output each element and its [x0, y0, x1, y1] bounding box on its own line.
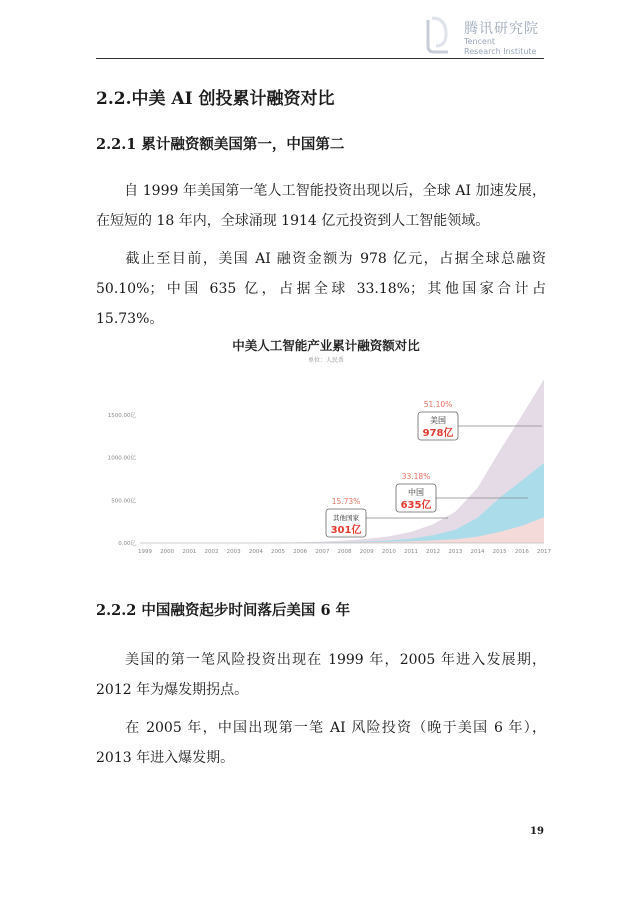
x-tick-label: 2005	[271, 549, 285, 555]
annotation-percent: 51.10%	[423, 400, 453, 409]
page-number: 19	[530, 826, 544, 837]
x-tick-label: 2010	[381, 549, 396, 555]
x-tick-label: 2011	[404, 549, 418, 555]
logo-english-line-1: Tencent	[464, 37, 496, 46]
annotation-percent: 33.18%	[401, 472, 431, 481]
paragraph-4: 在 2005 年，中国出现第一笔 AI 风险投资（晚于美国 6 年），2013 年进入爆发期。	[96, 720, 546, 766]
tencent-research-logo	[424, 14, 544, 58]
x-tick-label: 2006	[293, 549, 308, 555]
y-tick-label: 0.00亿	[118, 541, 136, 547]
annotation-value: 978亿	[422, 428, 454, 439]
x-tick-label: 2001	[182, 549, 197, 555]
x-tick-label: 2012	[426, 549, 441, 555]
x-tick-label: 2013	[448, 549, 463, 555]
paragraph-1: 自 1999 年美国第一笔人工智能投资出现以后，全球 AI 加速发展，在短短的 18 年内，全球涌现 1914 亿元投资到人工智能领域。	[96, 183, 546, 229]
annotation-value: 635亿	[400, 500, 432, 511]
y-tick-label: 1500.00亿	[107, 412, 136, 419]
subsection-title-1: 2.2.1 累计融资额美国第一，中国第二	[96, 136, 345, 153]
chart-title: 中美人工智能产业累计融资额对比	[232, 338, 420, 353]
x-tick-label: 2017	[537, 549, 551, 555]
annotation-percent: 15.73%	[331, 497, 361, 506]
x-tick-label: 2000	[160, 549, 175, 555]
logo-mark-icon	[424, 16, 452, 56]
x-tick-label: 2014	[470, 549, 485, 555]
x-tick-label: 2004	[248, 549, 263, 555]
y-tick-label: 500.00亿	[111, 498, 136, 505]
x-tick-label: 2003	[226, 549, 241, 555]
x-tick-label: 2002	[204, 549, 219, 555]
annotation-name: 中国	[408, 488, 424, 497]
financing-chart	[100, 332, 551, 560]
paragraph-2: 截止至目前，美国 AI 融资金额为 978 亿元，占据全球总融资 50.10%；中国 635 亿，占据全球 33.18%；其他国家合计占 15.73%。	[96, 251, 546, 327]
section-title: 2.2.中美 AI 创投累计融资对比	[96, 89, 335, 109]
subsection-title-2: 2.2.2 中国融资起步时间落后美国 6 年	[96, 602, 351, 619]
paragraph-3: 美国的第一笔风险投资出现在 1999 年，2005 年进入发展期，2012 年为爆发期拐点。	[96, 652, 546, 698]
header-divider	[96, 58, 544, 59]
logo-english-line-2: Research Institute	[464, 47, 537, 56]
annotation-name: 其他国家	[333, 514, 359, 522]
x-tick-label: 2016	[514, 549, 529, 555]
x-tick-label: 2008	[337, 549, 352, 555]
x-tick-label: 2015	[492, 549, 507, 555]
x-tick-label: 1999	[138, 549, 152, 555]
annotation-value: 301亿	[330, 525, 362, 536]
logo-chinese-text: 腾讯研究院	[464, 21, 539, 37]
annotation-name: 美国	[430, 416, 446, 425]
x-tick-label: 2009	[359, 549, 374, 555]
x-tick-label: 2007	[315, 549, 330, 555]
y-tick-label: 1000.00亿	[107, 455, 136, 462]
chart-subtitle: 单位：人民币	[307, 357, 345, 364]
